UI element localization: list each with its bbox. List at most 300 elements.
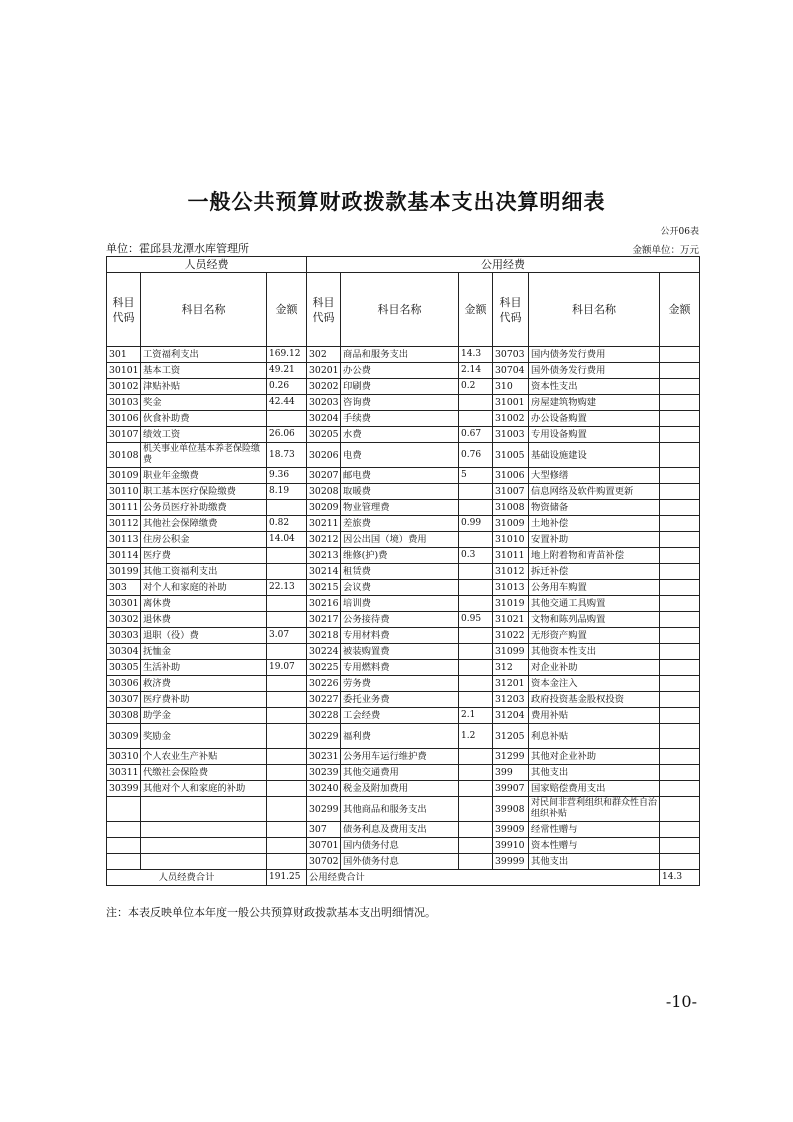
- name-cell: 无形资产购置: [529, 628, 660, 644]
- header-column-row: [107, 273, 700, 347]
- name-cell: 职业年金缴费: [141, 468, 267, 484]
- table-row: [107, 347, 700, 363]
- amount-cell: [660, 516, 700, 532]
- amount-cell: [459, 628, 493, 644]
- name-cell: 退职（役）费: [141, 628, 267, 644]
- code-cell: 30227: [307, 692, 341, 708]
- amount-cell: [267, 548, 307, 564]
- amount-cell: 0.3: [459, 548, 493, 564]
- code-cell: 30106: [107, 411, 141, 427]
- table-row: [107, 628, 700, 644]
- name-cell: 其他社会保障缴费: [141, 516, 267, 532]
- code-cell: 30102: [107, 379, 141, 395]
- code-cell: 30310: [107, 749, 141, 765]
- code-cell: 30216: [307, 596, 341, 612]
- amount-cell: [660, 781, 700, 797]
- amount-cell: [660, 500, 700, 516]
- name-cell: 拆迁补偿: [529, 564, 660, 580]
- name-cell: 其他资本性支出: [529, 644, 660, 660]
- table-row: [107, 692, 700, 708]
- code-cell: 30704: [493, 363, 529, 379]
- code-cell: 30301: [107, 596, 141, 612]
- table-row: [107, 580, 700, 596]
- code-cell: 31203: [493, 692, 529, 708]
- amount-cell: [660, 765, 700, 781]
- amount-cell: [459, 484, 493, 500]
- amount-cell: 2.14: [459, 363, 493, 379]
- amount-cell: 49.21: [267, 363, 307, 379]
- personnel-header: 人员经费: [107, 257, 307, 273]
- amount-cell: [267, 612, 307, 628]
- code-cell: 30213: [307, 548, 341, 564]
- name-cell: 国内债务付息: [341, 838, 459, 854]
- name-cell: 个人农业生产补贴: [141, 749, 267, 765]
- name-cell: 因公出国（境）费用: [341, 532, 459, 548]
- amount-cell: [459, 749, 493, 765]
- name-cell: 对企业补助: [529, 660, 660, 676]
- personnel-total-value: 191.25: [267, 870, 307, 886]
- name-cell: 差旅费: [341, 516, 459, 532]
- code-cell: 30218: [307, 628, 341, 644]
- code-cell: 30703: [493, 347, 529, 363]
- name-cell: 房屋建筑物购建: [529, 395, 660, 411]
- amount-cell: [459, 797, 493, 822]
- amount-cell: 2.1: [459, 708, 493, 724]
- page-title: 一般公共预算财政拨款基本支出决算明细表: [187, 190, 606, 214]
- code-cell: 30302: [107, 612, 141, 628]
- amount-cell: [459, 692, 493, 708]
- code-cell: 30299: [307, 797, 341, 822]
- code-cell: 31099: [493, 644, 529, 660]
- name-cell: [141, 822, 267, 838]
- code-cell: 31008: [493, 500, 529, 516]
- name-cell: 债务利息及费用支出: [341, 822, 459, 838]
- name-cell: 奖金: [141, 395, 267, 411]
- amount-cell: [660, 628, 700, 644]
- amount-cell: [660, 532, 700, 548]
- amount-cell: 18.73: [267, 443, 307, 468]
- amount-cell: [459, 500, 493, 516]
- code-cell: 31205: [493, 724, 529, 749]
- name-cell: 绩效工资: [141, 427, 267, 443]
- name-cell: 信息网络及软件购置更新: [529, 484, 660, 500]
- code-cell: 30307: [107, 692, 141, 708]
- amount-cell: 9.36: [267, 468, 307, 484]
- amount-cell: [660, 838, 700, 854]
- header-group-row: [107, 257, 700, 273]
- code-cell: 399: [493, 765, 529, 781]
- name-cell: 代缴社会保险费: [141, 765, 267, 781]
- amount-cell: 3.07: [267, 628, 307, 644]
- name-cell: 国内债务发行费用: [529, 347, 660, 363]
- table-row: [107, 468, 700, 484]
- amount-cell: [459, 596, 493, 612]
- amount-cell: [660, 347, 700, 363]
- table-row: [107, 548, 700, 564]
- code-cell: 30701: [307, 838, 341, 854]
- column-header-code: 科目代码: [107, 273, 141, 347]
- code-cell: 30208: [307, 484, 341, 500]
- code-cell: 31009: [493, 516, 529, 532]
- name-cell: 被装购置费: [341, 644, 459, 660]
- code-cell: 30205: [307, 427, 341, 443]
- public-total-value: 14.3: [660, 870, 700, 886]
- name-cell: 会议费: [341, 580, 459, 596]
- table-row: [107, 708, 700, 724]
- code-cell: 31021: [493, 612, 529, 628]
- amount-cell: 0.67: [459, 427, 493, 443]
- amount-cell: [660, 854, 700, 870]
- amount-cell: [660, 363, 700, 379]
- column-header-code: 科目代码: [493, 273, 529, 347]
- amount-cell: 26.06: [267, 427, 307, 443]
- name-cell: 利息补贴: [529, 724, 660, 749]
- name-cell: 救济费: [141, 676, 267, 692]
- code-cell: 30306: [107, 676, 141, 692]
- name-cell: 其他支出: [529, 854, 660, 870]
- code-cell: 30202: [307, 379, 341, 395]
- code-cell: 30212: [307, 532, 341, 548]
- column-header-amount: 金额: [267, 273, 307, 347]
- table-body: [107, 347, 700, 870]
- name-cell: 税金及附加费用: [341, 781, 459, 797]
- amount-cell: [660, 443, 700, 468]
- amount-cell: [267, 596, 307, 612]
- amount-cell: [267, 500, 307, 516]
- name-cell: 其他对企业补助: [529, 749, 660, 765]
- table-row: [107, 749, 700, 765]
- amount-cell: [660, 822, 700, 838]
- code-cell: 30304: [107, 644, 141, 660]
- table-row: [107, 612, 700, 628]
- amount-cell: [660, 564, 700, 580]
- code-cell: 31022: [493, 628, 529, 644]
- code-cell: 30101: [107, 363, 141, 379]
- code-cell: 312: [493, 660, 529, 676]
- code-cell: 30203: [307, 395, 341, 411]
- name-cell: 公务用车运行维护费: [341, 749, 459, 765]
- name-cell: 土地补偿: [529, 516, 660, 532]
- amount-cell: [660, 724, 700, 749]
- name-cell: 委托业务费: [341, 692, 459, 708]
- table-row: [107, 443, 700, 468]
- code-cell: 31003: [493, 427, 529, 443]
- amount-cell: [660, 708, 700, 724]
- amount-cell: [660, 548, 700, 564]
- column-header-amount: 金额: [660, 273, 700, 347]
- amount-cell: [267, 854, 307, 870]
- amount-cell: 14.04: [267, 532, 307, 548]
- code-cell: 30204: [307, 411, 341, 427]
- code-cell: 30303: [107, 628, 141, 644]
- amount-cell: [660, 692, 700, 708]
- amount-cell: [660, 749, 700, 765]
- table-row: [107, 532, 700, 548]
- name-cell: 工会经费: [341, 708, 459, 724]
- table-row: [107, 596, 700, 612]
- name-cell: 费用补贴: [529, 708, 660, 724]
- name-cell: 维修(护)费: [341, 548, 459, 564]
- code-cell: 31010: [493, 532, 529, 548]
- amount-cell: [267, 749, 307, 765]
- totals-row: [107, 870, 700, 886]
- code-cell: 31019: [493, 596, 529, 612]
- code-cell: 30111: [107, 500, 141, 516]
- name-cell: 工资福利支出: [141, 347, 267, 363]
- amount-cell: [660, 484, 700, 500]
- code-cell: 303: [107, 580, 141, 596]
- amount-cell: [660, 580, 700, 596]
- column-header-amount: 金额: [459, 273, 493, 347]
- amount-cell: 0.76: [459, 443, 493, 468]
- name-cell: 国外债务发行费用: [529, 363, 660, 379]
- name-cell: 对个人和家庭的补助: [141, 580, 267, 596]
- amount-cell: [660, 411, 700, 427]
- personnel-total-label: 人员经费合计: [107, 870, 267, 886]
- name-cell: [141, 838, 267, 854]
- amount-cell: [459, 660, 493, 676]
- name-cell: 对民间非营利组织和群众性自治组织补贴: [529, 797, 660, 822]
- name-cell: 租赁费: [341, 564, 459, 580]
- code-cell: 31006: [493, 468, 529, 484]
- code-cell: 31005: [493, 443, 529, 468]
- name-cell: 文物和陈列品购置: [529, 612, 660, 628]
- name-cell: 取暖费: [341, 484, 459, 500]
- table-row: [107, 500, 700, 516]
- code-cell: 30240: [307, 781, 341, 797]
- name-cell: 其他交通费用: [341, 765, 459, 781]
- name-cell: 大型修缮: [529, 468, 660, 484]
- code-cell: 31001: [493, 395, 529, 411]
- amount-cell: 1.2: [459, 724, 493, 749]
- amount-cell: 8.19: [267, 484, 307, 500]
- amount-cell: 169.12: [267, 347, 307, 363]
- table-note: 注：本表反映单位本年度一般公共预算财政拨款基本支出明细情况。: [106, 906, 436, 919]
- code-cell: 31007: [493, 484, 529, 500]
- name-cell: 其他商品和服务支出: [341, 797, 459, 822]
- code-cell: 30239: [307, 765, 341, 781]
- amount-cell: [267, 676, 307, 692]
- amount-cell: [459, 395, 493, 411]
- code-cell: 31011: [493, 548, 529, 564]
- name-cell: 抚恤金: [141, 644, 267, 660]
- code-cell: 30109: [107, 468, 141, 484]
- code-cell: [107, 822, 141, 838]
- code-cell: 30217: [307, 612, 341, 628]
- name-cell: 其他对个人和家庭的补助: [141, 781, 267, 797]
- code-cell: 31201: [493, 676, 529, 692]
- code-cell: 30309: [107, 724, 141, 749]
- code-cell: 30103: [107, 395, 141, 411]
- amount-cell: [267, 692, 307, 708]
- code-cell: 31299: [493, 749, 529, 765]
- code-cell: 31002: [493, 411, 529, 427]
- code-cell: 30215: [307, 580, 341, 596]
- name-cell: 水费: [341, 427, 459, 443]
- code-cell: 30114: [107, 548, 141, 564]
- code-cell: 39907: [493, 781, 529, 797]
- name-cell: 助学金: [141, 708, 267, 724]
- name-cell: 公务接待费: [341, 612, 459, 628]
- amount-cell: 42.44: [267, 395, 307, 411]
- name-cell: 基本工资: [141, 363, 267, 379]
- code-cell: 30311: [107, 765, 141, 781]
- amount-cell: [459, 644, 493, 660]
- amount-cell: 0.26: [267, 379, 307, 395]
- table-row: [107, 822, 700, 838]
- table-row: [107, 724, 700, 749]
- code-cell: 30226: [307, 676, 341, 692]
- name-cell: 国家赔偿费用支出: [529, 781, 660, 797]
- code-cell: 30110: [107, 484, 141, 500]
- code-cell: 30228: [307, 708, 341, 724]
- page-number: -10-: [665, 992, 697, 1011]
- name-cell: 商品和服务支出: [341, 347, 459, 363]
- amount-cell: [267, 724, 307, 749]
- code-cell: 30214: [307, 564, 341, 580]
- name-cell: 离休费: [141, 596, 267, 612]
- name-cell: 公务用车购置: [529, 580, 660, 596]
- name-cell: [141, 797, 267, 822]
- table-row: [107, 379, 700, 395]
- code-cell: 31013: [493, 580, 529, 596]
- amount-cell: 0.82: [267, 516, 307, 532]
- table-row: [107, 644, 700, 660]
- code-cell: 39999: [493, 854, 529, 870]
- table-row: [107, 676, 700, 692]
- name-cell: 办公设备购置: [529, 411, 660, 427]
- name-cell: 资本金注入: [529, 676, 660, 692]
- amount-cell: [660, 644, 700, 660]
- amount-cell: 0.2: [459, 379, 493, 395]
- code-cell: 30211: [307, 516, 341, 532]
- name-cell: 咨询费: [341, 395, 459, 411]
- name-cell: 其他交通工具购置: [529, 596, 660, 612]
- amount-cell: [459, 411, 493, 427]
- name-cell: 经常性赠与: [529, 822, 660, 838]
- table-row: [107, 660, 700, 676]
- code-cell: 307: [307, 822, 341, 838]
- amount-cell: 5: [459, 468, 493, 484]
- name-cell: 机关事业单位基本养老保险缴费: [141, 443, 267, 468]
- name-cell: 资本性支出: [529, 379, 660, 395]
- name-cell: 退休费: [141, 612, 267, 628]
- code-cell: 30308: [107, 708, 141, 724]
- code-cell: 30201: [307, 363, 341, 379]
- name-cell: 专用燃料费: [341, 660, 459, 676]
- code-cell: 30108: [107, 443, 141, 468]
- code-cell: 39909: [493, 822, 529, 838]
- name-cell: 福利费: [341, 724, 459, 749]
- name-cell: 培训费: [341, 596, 459, 612]
- amount-cell: [267, 411, 307, 427]
- name-cell: 奖励金: [141, 724, 267, 749]
- name-cell: 劳务费: [341, 676, 459, 692]
- amount-cell: [660, 660, 700, 676]
- amount-unit: 金额单位：万元: [632, 245, 699, 256]
- code-cell: 30231: [307, 749, 341, 765]
- amount-cell: [660, 612, 700, 628]
- public-total-label: 公用经费合计: [307, 870, 660, 886]
- name-cell: 医疗费补助: [141, 692, 267, 708]
- amount-cell: [267, 797, 307, 822]
- name-cell: 基础设施建设: [529, 443, 660, 468]
- table-row: [107, 781, 700, 797]
- code-cell: 39910: [493, 838, 529, 854]
- table-row: [107, 411, 700, 427]
- code-cell: 30702: [307, 854, 341, 870]
- name-cell: 印刷费: [341, 379, 459, 395]
- amount-cell: 19.07: [267, 660, 307, 676]
- public-header: 公用经费: [307, 257, 700, 273]
- code-cell: 30224: [307, 644, 341, 660]
- name-cell: 资本性赠与: [529, 838, 660, 854]
- amount-cell: [459, 854, 493, 870]
- code-cell: 30206: [307, 443, 341, 468]
- code-cell: 30305: [107, 660, 141, 676]
- table-row: [107, 797, 700, 822]
- amount-cell: [660, 596, 700, 612]
- amount-cell: [459, 838, 493, 854]
- amount-cell: [267, 644, 307, 660]
- table-row: [107, 564, 700, 580]
- name-cell: 伙食补助费: [141, 411, 267, 427]
- form-code: 公开06表: [660, 227, 699, 237]
- code-cell: 30225: [307, 660, 341, 676]
- amount-cell: [267, 765, 307, 781]
- table-row: [107, 765, 700, 781]
- amount-cell: [459, 564, 493, 580]
- name-cell: 安置补助: [529, 532, 660, 548]
- name-cell: 国外债务付息: [341, 854, 459, 870]
- name-cell: 住房公积金: [141, 532, 267, 548]
- code-cell: 31012: [493, 564, 529, 580]
- code-cell: 30199: [107, 564, 141, 580]
- column-header-code: 科目代码: [307, 273, 341, 347]
- amount-cell: [459, 580, 493, 596]
- code-cell: [107, 838, 141, 854]
- table-row: [107, 516, 700, 532]
- code-cell: 301: [107, 347, 141, 363]
- amount-cell: [660, 379, 700, 395]
- name-cell: [141, 854, 267, 870]
- amount-cell: [660, 427, 700, 443]
- table-row: [107, 854, 700, 870]
- column-header-name: 科目名称: [529, 273, 660, 347]
- name-cell: 其他工资福利支出: [141, 564, 267, 580]
- code-cell: 39908: [493, 797, 529, 822]
- name-cell: 邮电费: [341, 468, 459, 484]
- code-cell: 302: [307, 347, 341, 363]
- name-cell: 医疗费: [141, 548, 267, 564]
- amount-cell: [660, 676, 700, 692]
- name-cell: 政府投资基金股权投资: [529, 692, 660, 708]
- amount-cell: 0.99: [459, 516, 493, 532]
- name-cell: 生活补助: [141, 660, 267, 676]
- code-cell: 30113: [107, 532, 141, 548]
- code-cell: 30209: [307, 500, 341, 516]
- column-header-name: 科目名称: [141, 273, 267, 347]
- code-cell: 30112: [107, 516, 141, 532]
- code-cell: 30399: [107, 781, 141, 797]
- name-cell: 电费: [341, 443, 459, 468]
- amount-cell: 14.3: [459, 347, 493, 363]
- amount-cell: [267, 838, 307, 854]
- amount-cell: [660, 797, 700, 822]
- code-cell: [107, 797, 141, 822]
- code-cell: 30107: [107, 427, 141, 443]
- name-cell: 专用设备购置: [529, 427, 660, 443]
